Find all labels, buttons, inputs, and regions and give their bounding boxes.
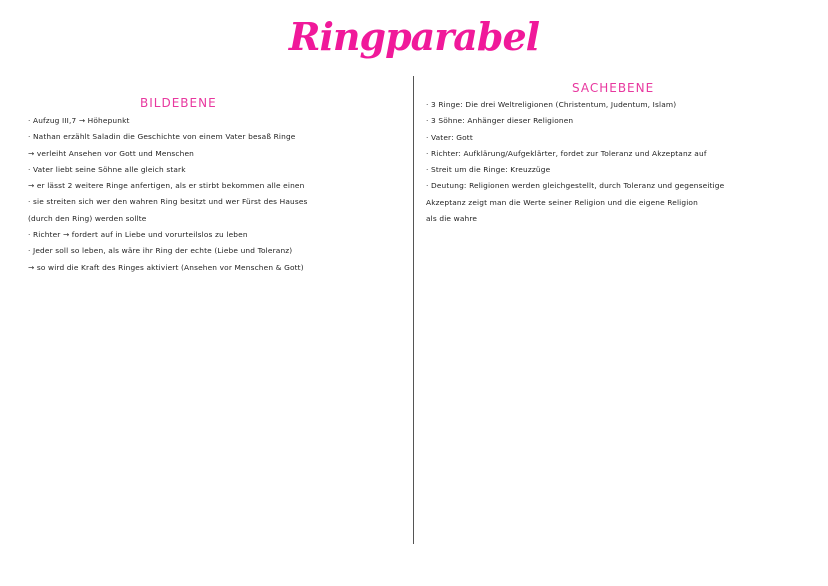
note-line: → verleiht Ansehen vor Gott und Menschen (28, 148, 195, 158)
note-line: · 3 Ringe: Die drei Weltreligionen (Christentum, Judentum, Islam) (426, 100, 677, 109)
note-line: · 3 Söhne: Anhänger dieser Religionen (426, 116, 574, 126)
bildebene-heading: BILDEBENE (140, 96, 217, 110)
note-line: · Richter → fordert auf in Liebe und vorurteilslos zu leben (28, 230, 248, 240)
note-line: als die wahre (426, 214, 478, 224)
note-line: Akzeptanz zeigt man die Werte seiner Religion und die eigene Religion (426, 197, 698, 207)
note-line: · Vater liebt seine Söhne alle gleich stark (28, 164, 186, 174)
bildebene-notes (28, 113, 408, 276)
note-line: → so wird die Kraft des Ringes aktiviert (Ansehen vor Menschen & Gott) (28, 262, 304, 272)
note-line: → er lässt 2 weitere Ringe anfertigen, als er stirbt bekommen alle einen (28, 181, 305, 191)
note-line: (durch den Ring) werden sollte (28, 213, 147, 223)
note-line: · sie streiten sich wer den wahren Ring besitzt und wer Fürst des Hauses (28, 197, 308, 207)
note-line: · Jeder soll so leben, als wäre ihr Ring der echte (Liebe und Toleranz) (28, 246, 293, 256)
note-line: · Nathan erzählt Saladin die Geschichte von einem Vater besaß Ringe (28, 132, 296, 142)
column-divider (413, 76, 414, 544)
page-title: Ringparabel (288, 14, 540, 59)
note-line: · Deutung: Religionen werden gleichgestellt, durch Toleranz und gegenseitige (426, 181, 725, 191)
note-line: · Richter: Aufklärung/Aufgeklärter, fordet zur Toleranz und Akzeptanz auf (426, 148, 707, 158)
sachebene-notes (426, 97, 824, 227)
note-line: · Vater: Gott (426, 132, 473, 142)
note-line: · Aufzug III,7 → Höhepunkt (28, 116, 130, 125)
note-line: · Streit um die Ringe: Kreuzzüge (426, 165, 551, 175)
sachebene-heading: SACHEBENE (572, 81, 655, 95)
